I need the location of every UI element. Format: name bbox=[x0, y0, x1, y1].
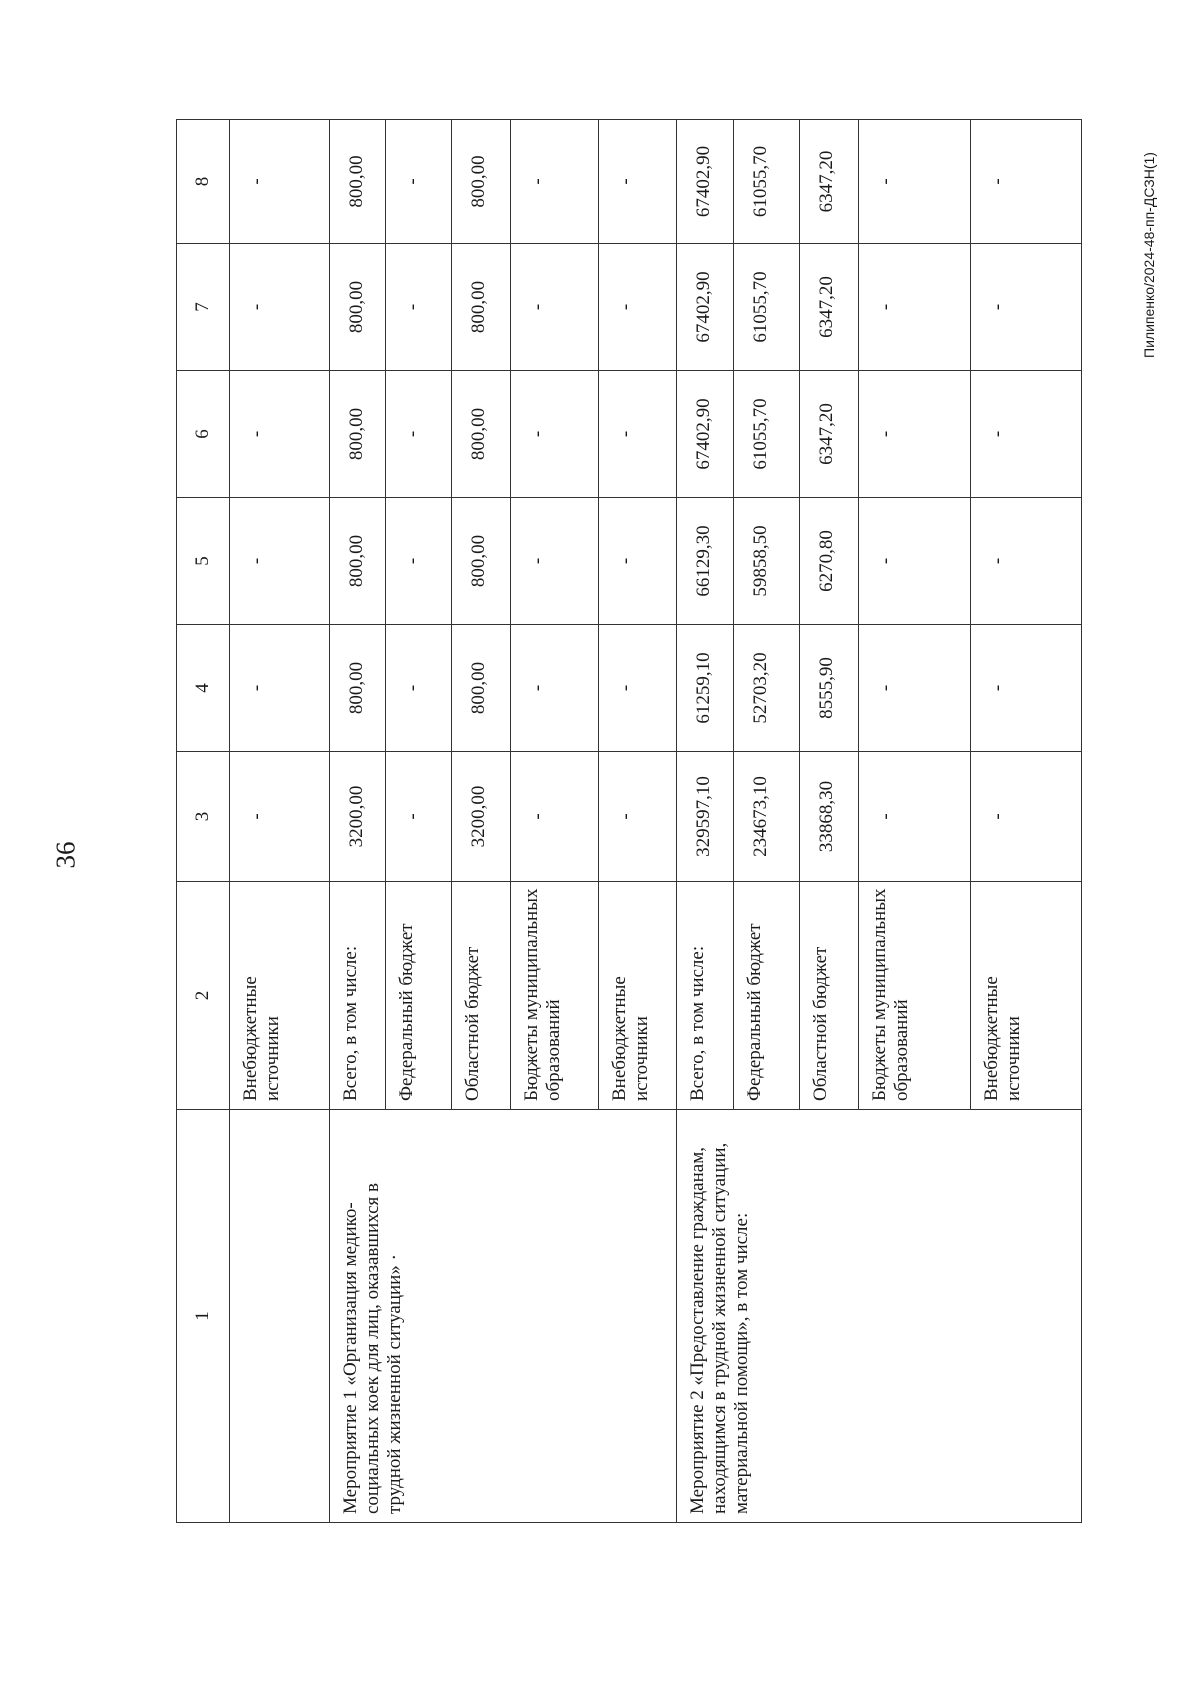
value-cell: - bbox=[598, 752, 676, 882]
value-cell: - bbox=[971, 244, 1082, 371]
value-cell: 67402,90 bbox=[676, 244, 733, 371]
value-cell: 800,00 bbox=[329, 371, 386, 498]
source-cell: Внебюджетные источники bbox=[598, 882, 676, 1110]
value-cell: - bbox=[510, 498, 598, 625]
value-cell: - bbox=[229, 498, 329, 625]
value-cell: 329597,10 bbox=[676, 752, 733, 882]
source-cell: Всего, в том числе: bbox=[676, 882, 733, 1110]
value-cell: - bbox=[858, 244, 971, 371]
value-cell: - bbox=[229, 244, 329, 371]
value-cell: - bbox=[971, 120, 1082, 244]
value-cell: - bbox=[386, 625, 451, 752]
event-2-cell: Мероприятие 2 «Предоставление гражданам, находящимся в трудной жизненной ситуации, материальной помощи», в том числе: bbox=[676, 1110, 1081, 1523]
value-cell: - bbox=[598, 120, 676, 244]
source-cell: Бюджеты муниципальных образований bbox=[858, 882, 971, 1110]
value-cell: 800,00 bbox=[329, 244, 386, 371]
value-cell: - bbox=[229, 120, 329, 244]
value-cell: 800,00 bbox=[329, 120, 386, 244]
document-code: Пилипенко/2024-48-пп-ДСЗН(1) bbox=[1141, 152, 1157, 358]
value-cell: - bbox=[229, 625, 329, 752]
value-cell: 6347,20 bbox=[799, 120, 858, 244]
header-row bbox=[177, 120, 230, 1523]
value-cell: - bbox=[386, 752, 451, 882]
value-cell: - bbox=[598, 625, 676, 752]
header-col-6: 6 bbox=[177, 371, 230, 498]
value-cell: - bbox=[386, 120, 451, 244]
header-col-4: 4 bbox=[177, 625, 230, 752]
value-cell: 234673,10 bbox=[733, 752, 799, 882]
header-col-2: 2 bbox=[177, 882, 230, 1110]
value-cell: 66129,30 bbox=[676, 498, 733, 625]
value-cell: 61259,10 bbox=[676, 625, 733, 752]
value-cell: 800,00 bbox=[451, 498, 510, 625]
source-cell: Бюджеты муниципальных образований bbox=[510, 882, 598, 1110]
value-cell: 61055,70 bbox=[733, 120, 799, 244]
value-cell: 800,00 bbox=[329, 498, 386, 625]
value-cell: - bbox=[971, 498, 1082, 625]
value-cell: 67402,90 bbox=[676, 120, 733, 244]
value-cell: 800,00 bbox=[451, 371, 510, 498]
value-cell: - bbox=[858, 120, 971, 244]
value-cell: 67402,90 bbox=[676, 371, 733, 498]
value-cell: 800,00 bbox=[451, 120, 510, 244]
value-cell: 6347,20 bbox=[799, 371, 858, 498]
value-cell: 52703,20 bbox=[733, 625, 799, 752]
value-cell: 59858,50 bbox=[733, 498, 799, 625]
source-cell: Всего, в том числе: bbox=[329, 882, 386, 1110]
event-1-cell: Мероприятие 1 «Организация медико-социальных коек для лиц, оказавшихся в трудной жизненной ситуации» · bbox=[329, 1110, 676, 1523]
budget-table-container bbox=[176, 120, 1082, 1523]
value-cell: - bbox=[598, 244, 676, 371]
value-cell: 6347,20 bbox=[799, 244, 858, 371]
value-cell: 800,00 bbox=[329, 625, 386, 752]
value-cell: - bbox=[971, 625, 1082, 752]
source-cell: Федеральный бюджет bbox=[733, 882, 799, 1110]
source-cell: Федеральный бюджет bbox=[386, 882, 451, 1110]
value-cell: - bbox=[598, 371, 676, 498]
budget-table bbox=[176, 119, 1082, 1523]
source-cell: Внебюджетные источники bbox=[971, 882, 1082, 1110]
value-cell: - bbox=[858, 625, 971, 752]
value-cell: - bbox=[386, 498, 451, 625]
value-cell: - bbox=[598, 498, 676, 625]
table-row bbox=[229, 120, 329, 1523]
value-cell: - bbox=[971, 752, 1082, 882]
value-cell: - bbox=[510, 371, 598, 498]
header-col-5: 5 bbox=[177, 498, 230, 625]
value-cell: 8555,90 bbox=[799, 625, 858, 752]
source-cell: Внебюджетные источники bbox=[229, 882, 329, 1110]
value-cell: - bbox=[510, 752, 598, 882]
value-cell: 800,00 bbox=[451, 625, 510, 752]
value-cell: - bbox=[386, 371, 451, 498]
value-cell: - bbox=[229, 752, 329, 882]
value-cell: 800,00 bbox=[451, 244, 510, 371]
value-cell: - bbox=[386, 244, 451, 371]
header-col-8: 8 bbox=[177, 120, 230, 244]
page-number: 36 bbox=[50, 841, 81, 869]
value-cell: 61055,70 bbox=[733, 371, 799, 498]
value-cell: 33868,30 bbox=[799, 752, 858, 882]
source-cell: Областной бюджет bbox=[799, 882, 858, 1110]
value-cell: - bbox=[229, 371, 329, 498]
value-cell: 3200,00 bbox=[451, 752, 510, 882]
header-col-3: 3 bbox=[177, 752, 230, 882]
value-cell: - bbox=[510, 120, 598, 244]
value-cell: 6270,80 bbox=[799, 498, 858, 625]
value-cell: - bbox=[510, 244, 598, 371]
header-col-7: 7 bbox=[177, 244, 230, 371]
source-cell: Областной бюджет bbox=[451, 882, 510, 1110]
header-col-1: 1 bbox=[177, 1110, 230, 1523]
value-cell: 61055,70 bbox=[733, 244, 799, 371]
value-cell: - bbox=[858, 752, 971, 882]
value-cell: - bbox=[858, 498, 971, 625]
value-cell: 3200,00 bbox=[329, 752, 386, 882]
event-cell bbox=[229, 1110, 329, 1523]
value-cell: - bbox=[971, 371, 1082, 498]
table-row bbox=[329, 120, 386, 1523]
value-cell: - bbox=[858, 371, 971, 498]
table-row bbox=[676, 120, 733, 1523]
value-cell: - bbox=[510, 625, 598, 752]
